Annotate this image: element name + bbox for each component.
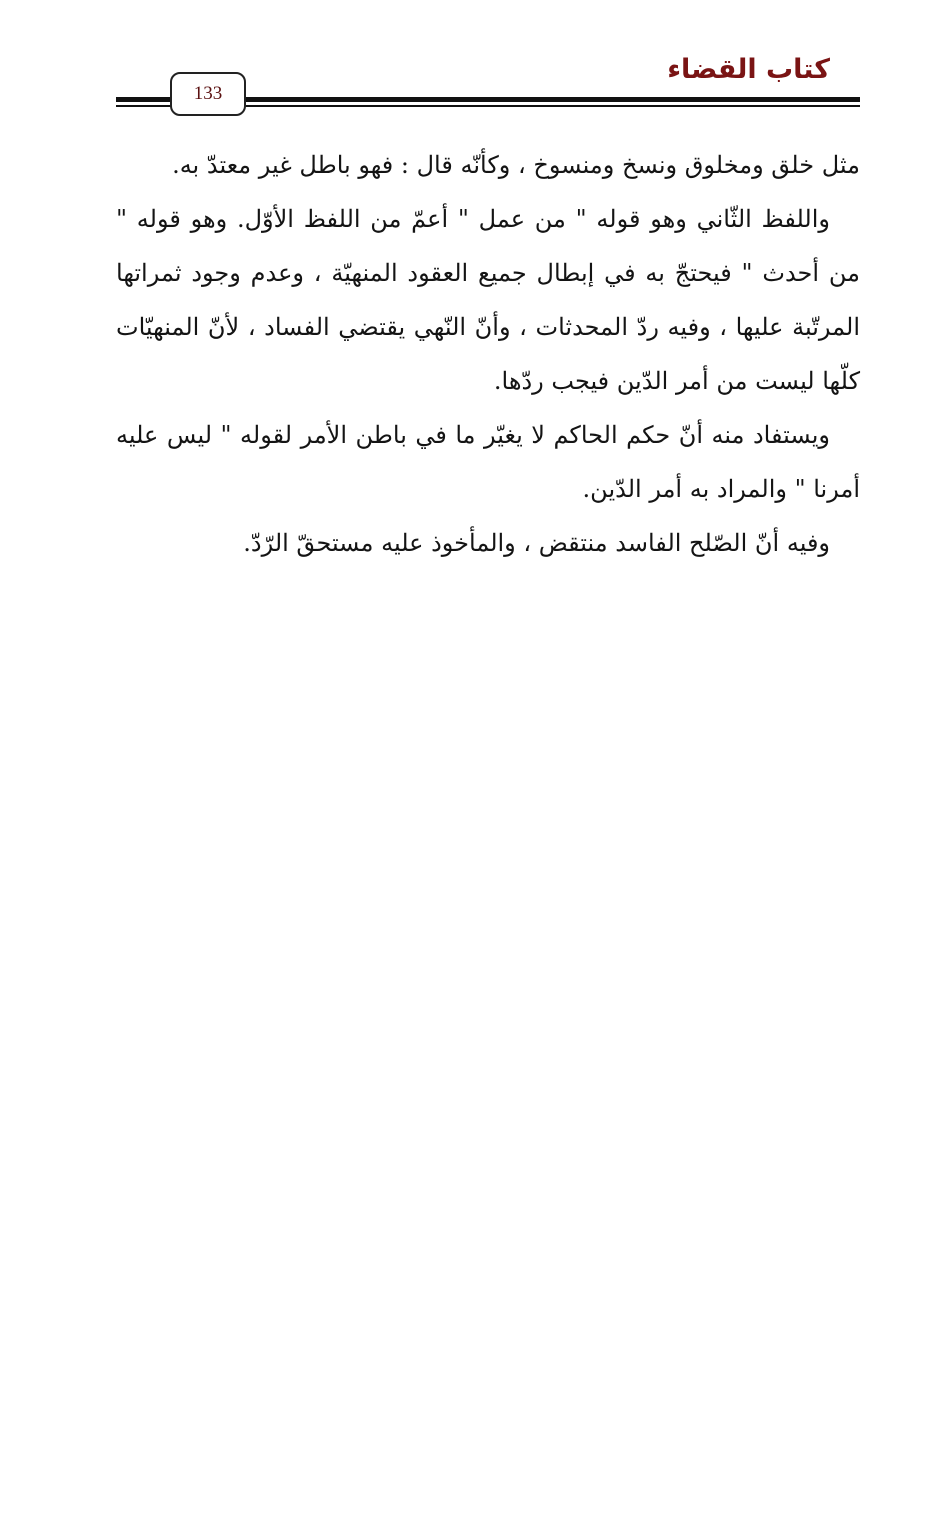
paragraph-3: ويستفاد منه أنّ حكم الحاكم لا يغيّر ما في باطن الأمر لقوله " ليس عليه أمرنا " والمراد به أمر الدّين. xyxy=(116,421,860,503)
page-header xyxy=(0,0,945,125)
body-text xyxy=(116,138,860,570)
page-number: 133 xyxy=(193,83,223,104)
page-number-box xyxy=(170,72,246,116)
paragraph-2: واللفظ الثّاني وهو قوله " من عمل " أعمّ من اللفظ الأوّل. وهو قوله " من أحدث " فيحتجّ به في إبطال جميع العقود المنهيّة ، وعدم وجود ثمراتها المرتّبة عليها ، وفيه ردّ المحدثات ، وأنّ النّهي يقتضي الفساد ، لأنّ المنهيّات كلّها ليست من أمر الدّين فيجب ردّها. xyxy=(116,205,860,395)
book-title: كتاب القضاء xyxy=(667,54,830,85)
paragraph-1: مثل خلق ومخلوق ونسخ ومنسوخ ، وكأنّه قال : فهو باطل غير معتدّ به. xyxy=(172,151,860,179)
paragraph-4: وفيه أنّ الصّلح الفاسد منتقض ، والمأخوذ عليه مستحقّ الرّدّ. xyxy=(243,529,830,557)
